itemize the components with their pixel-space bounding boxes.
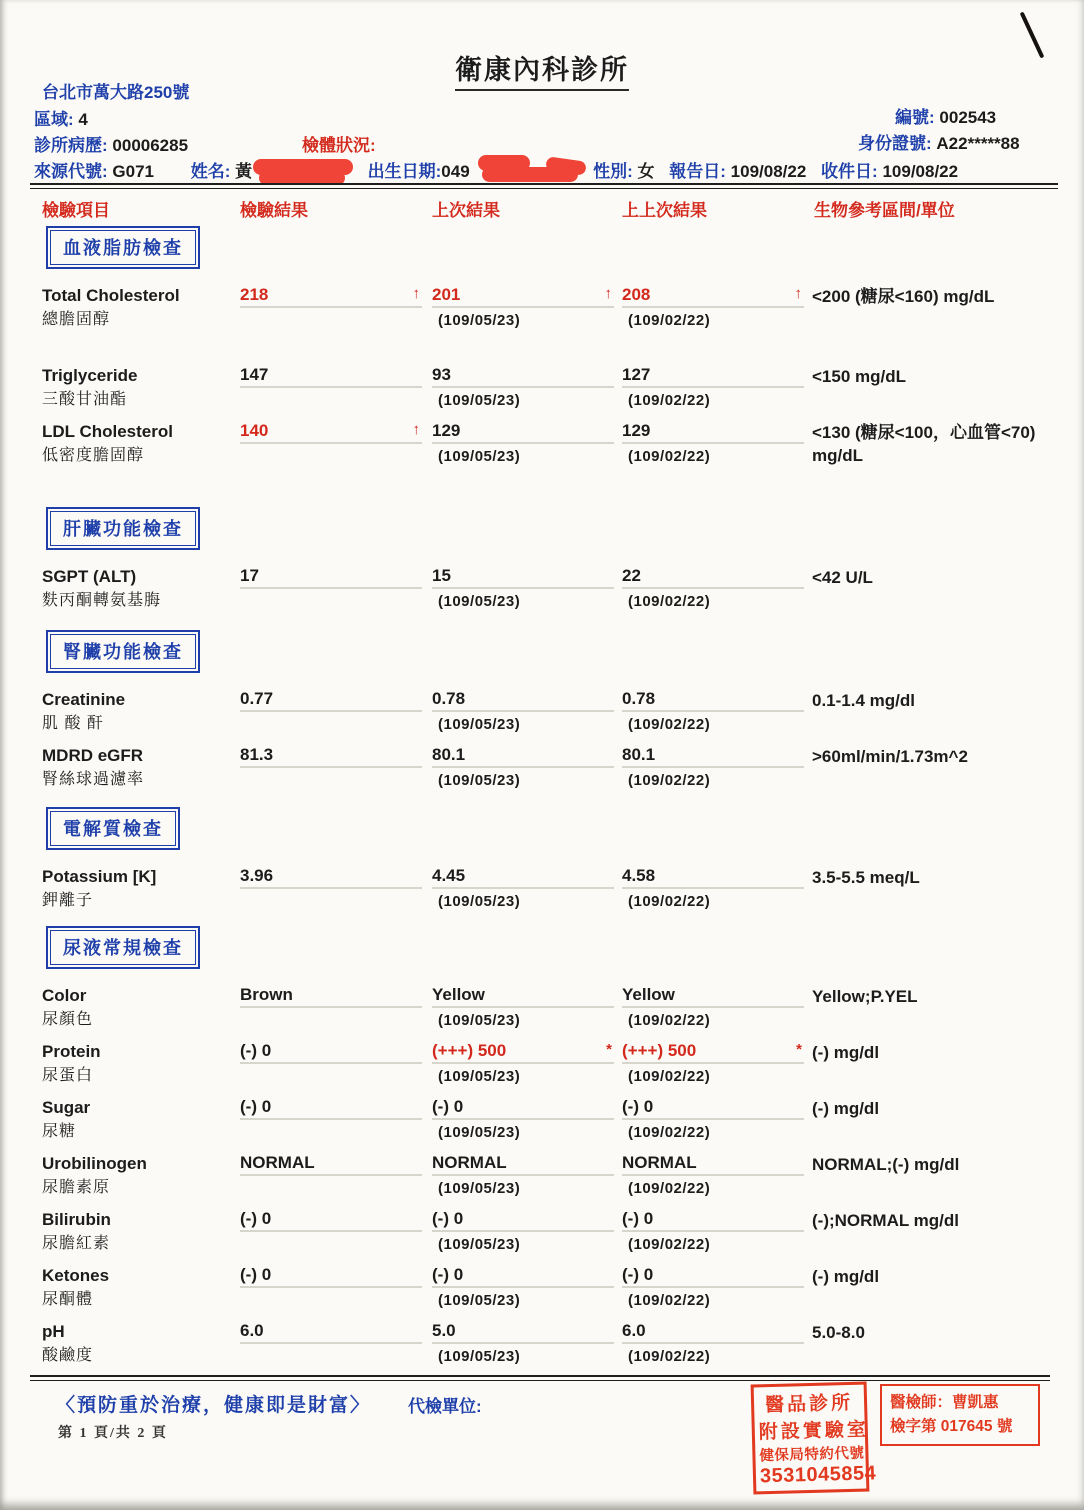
- prev2-date: (109/02/22): [628, 716, 711, 733]
- test-name-en: SGPT (ALT): [42, 567, 137, 586]
- prev-date: (109/05/23): [438, 1236, 521, 1253]
- specimen-status-label: 檢體狀況:: [302, 136, 376, 155]
- prev2-date: (109/02/22): [628, 1236, 711, 1253]
- dob-redaction: [484, 161, 588, 185]
- test-name-zh: 肌 酸 酐: [42, 715, 104, 732]
- prev-date: (109/05/23): [438, 312, 521, 329]
- test-name-en: Bilirubin: [42, 1210, 111, 1229]
- prev2-value: 80.1: [622, 745, 656, 764]
- prev2-value: 4.58: [622, 866, 656, 885]
- lab-result-row: [0, 1209, 1084, 1265]
- reference-range: Yellow;P.YEL: [812, 987, 918, 1006]
- prev-flag-icon: ↑: [604, 285, 612, 302]
- col-result: 檢驗結果: [240, 201, 308, 220]
- prev2-date: (109/02/22): [628, 448, 711, 465]
- lab-result-row: [0, 1265, 1084, 1321]
- current-value: 140: [240, 421, 269, 440]
- reference-range: >60ml/min/1.73m^2: [812, 747, 968, 766]
- patient-line: 來源代號: G071 姓名: 黃 出生日期:049 性別: 女 報告日: 109/08/22 收件日: 109/08/22: [34, 157, 968, 185]
- lab-result-row: [0, 985, 1084, 1041]
- col-reference: 生物參考區間/單位: [814, 201, 955, 220]
- clinic-address: 台北市萬大路250號: [42, 83, 190, 102]
- prev2-flag-icon: ↑: [794, 285, 802, 302]
- prev2-value: 22: [622, 566, 641, 585]
- clinic-title: 衛康內科診所: [455, 48, 629, 91]
- prev2-date: (109/02/22): [628, 593, 711, 610]
- reference-range: 5.0-8.0: [812, 1323, 865, 1342]
- col-test-item: 檢驗項目: [42, 201, 110, 220]
- header-divider: [30, 183, 1058, 189]
- prev-value: (-) 0: [432, 1209, 464, 1228]
- lab-result-row: [0, 365, 1084, 421]
- footer-slogan: 〈預防重於治療，健康即是財富〉: [56, 1395, 372, 1416]
- test-name-zh: 尿酮體: [42, 1291, 94, 1308]
- prev2-value: 6.0: [622, 1321, 646, 1340]
- prev2-date: (109/02/22): [628, 1012, 711, 1029]
- current-flag-icon: ↑: [412, 285, 420, 302]
- prev-date: (109/05/23): [438, 593, 521, 610]
- section-0: [0, 226, 1084, 477]
- section-title: 肝臟功能檢查: [50, 511, 196, 546]
- test-name-en: Protein: [42, 1042, 101, 1061]
- prev-value: 129: [432, 421, 461, 440]
- current-value: 0.77: [240, 689, 274, 708]
- lab-result-row: [0, 745, 1084, 801]
- test-name-zh: 麩丙酮轉氨基脢: [42, 592, 162, 609]
- test-name-zh: 尿糖: [42, 1123, 77, 1140]
- test-name-zh: 尿膽素原: [42, 1179, 111, 1196]
- lab-result-row: [0, 285, 1084, 341]
- prev2-value: 129: [622, 421, 651, 440]
- section-title-box: [46, 807, 180, 850]
- prev2-date: (109/02/22): [628, 893, 711, 910]
- prev-value: 5.0: [432, 1321, 456, 1340]
- prev2-date: (109/02/22): [628, 1068, 711, 1085]
- test-name-en: Potassium [K]: [42, 867, 157, 886]
- prev-value: 201: [432, 285, 461, 304]
- section-title: 電解質檢查: [50, 811, 176, 846]
- prev-date: (109/05/23): [438, 1124, 521, 1141]
- page-number: 第 1 頁/共 2 頁: [58, 1426, 168, 1441]
- prev-value: NORMAL: [432, 1153, 507, 1172]
- prev2-value: (-) 0: [622, 1265, 654, 1284]
- lab-result-row: [0, 566, 1084, 622]
- prev-value: (+++) 500: [432, 1041, 507, 1060]
- current-value: (-) 0: [240, 1209, 272, 1228]
- prev2-value: 0.78: [622, 689, 656, 708]
- reference-range: 3.5-5.5 meq/L: [812, 868, 920, 887]
- agency-label: 代檢單位:: [408, 1397, 482, 1416]
- lab-result-row: [0, 689, 1084, 745]
- reference-range: <42 U/L: [812, 568, 873, 587]
- section-title-box: [46, 926, 200, 969]
- reference-range: 0.1-1.4 mg/dl: [812, 691, 915, 710]
- prev-date: (109/05/23): [438, 772, 521, 789]
- column-headers: [0, 196, 1084, 224]
- prev-value: 15: [432, 566, 451, 585]
- reference-range: NORMAL;(-) mg/dl: [812, 1155, 960, 1174]
- lab-result-row: [0, 1153, 1084, 1209]
- prev2-value: (-) 0: [622, 1097, 654, 1116]
- prev2-flag-icon: *: [796, 1041, 802, 1058]
- prev-flag-icon: *: [606, 1041, 612, 1058]
- section-1: [0, 507, 1084, 622]
- current-value: 3.96: [240, 866, 274, 885]
- test-name-en: LDL Cholesterol: [42, 422, 173, 441]
- prev-date: (109/05/23): [438, 1180, 521, 1197]
- section-title-box: [46, 507, 200, 550]
- current-value: (-) 0: [240, 1041, 272, 1060]
- prev-date: (109/05/23): [438, 716, 521, 733]
- current-value: 81.3: [240, 745, 274, 764]
- prev2-value: Yellow: [622, 985, 675, 1004]
- prev-date: (109/05/23): [438, 1068, 521, 1085]
- test-name-en: Color: [42, 986, 87, 1005]
- prev-date: (109/05/23): [438, 1292, 521, 1309]
- prev-date: (109/05/23): [438, 893, 521, 910]
- section-title: 腎臟功能檢查: [50, 634, 196, 669]
- prev-value: 0.78: [432, 689, 466, 708]
- test-name-en: Triglyceride: [42, 366, 138, 385]
- current-value: (-) 0: [240, 1265, 272, 1284]
- section-3: [0, 807, 1084, 922]
- prev2-value: (+++) 500: [622, 1041, 697, 1060]
- lab-result-row: [0, 866, 1084, 922]
- col-prev: 上次結果: [432, 201, 500, 220]
- area-field: 區域: 4: [34, 110, 88, 129]
- section-title-box: [46, 630, 200, 673]
- prev2-value: (-) 0: [622, 1209, 654, 1228]
- reference-range: <130 (糖尿<100，心血管<70) mg/dL: [812, 423, 1036, 465]
- test-name-zh: 尿蛋白: [42, 1067, 94, 1084]
- section-title-box: [46, 226, 200, 269]
- reference-range: (-) mg/dl: [812, 1099, 880, 1118]
- prev-value: (-) 0: [432, 1265, 464, 1284]
- chart-number-field: 診所病歷: 00006285: [34, 136, 189, 155]
- name-redaction: [267, 161, 363, 185]
- current-value: 6.0: [240, 1321, 264, 1340]
- prev2-date: (109/02/22): [628, 772, 711, 789]
- lab-result-row: [0, 421, 1084, 477]
- prev-date: (109/05/23): [438, 1348, 521, 1365]
- prev-value: (-) 0: [432, 1097, 464, 1116]
- results-table: [0, 226, 1084, 1377]
- section-title: 尿液常規檢查: [50, 930, 196, 965]
- test-name-en: MDRD eGFR: [42, 746, 144, 765]
- current-value: NORMAL: [240, 1153, 315, 1172]
- prev-value: 80.1: [432, 745, 466, 764]
- test-name-zh: 尿顏色: [42, 1011, 94, 1028]
- reference-range: (-) mg/dl: [812, 1043, 880, 1062]
- lab-result-row: [0, 1321, 1084, 1377]
- reference-range: <150 mg/dL: [812, 367, 907, 386]
- reference-range: (-);NORMAL mg/dl: [812, 1211, 959, 1230]
- lab-seal-stamp: 醫品診所 附設實驗室 健保局特約代號 3531045854: [751, 1382, 870, 1495]
- prev-value: Yellow: [432, 985, 485, 1004]
- prev2-value: NORMAL: [622, 1153, 697, 1172]
- test-name-en: Total Cholesterol: [42, 286, 180, 305]
- section-2: [0, 630, 1084, 801]
- prev2-date: (109/02/22): [628, 1180, 711, 1197]
- current-value: 218: [240, 285, 269, 304]
- test-name-zh: 腎絲球過濾率: [42, 771, 145, 788]
- test-name-zh: 三酸甘油酯: [42, 391, 128, 408]
- test-name-zh: 尿膽紅素: [42, 1235, 111, 1252]
- current-flag-icon: ↑: [412, 421, 420, 438]
- footer-divider: [30, 1375, 1050, 1381]
- lab-result-row: [0, 1041, 1084, 1097]
- prev-date: (109/05/23): [438, 392, 521, 409]
- current-value: Brown: [240, 985, 293, 1004]
- test-name-en: Sugar: [42, 1098, 91, 1117]
- test-name-en: Ketones: [42, 1266, 110, 1285]
- prev-value: 93: [432, 365, 451, 384]
- col-prev2: 上上次結果: [622, 201, 707, 220]
- section-4: [0, 926, 1084, 1377]
- prev-date: (109/05/23): [438, 448, 521, 465]
- prev2-date: (109/02/22): [628, 1348, 711, 1365]
- prev-date: (109/05/23): [438, 1012, 521, 1029]
- lab-result-row: [0, 1097, 1084, 1153]
- examiner-stamp: 醫檢師：曹凱惠 檢字第 017645 號: [880, 1384, 1040, 1446]
- serial-field: 編號: 002543: [895, 108, 997, 127]
- prev2-date: (109/02/22): [628, 1124, 711, 1141]
- reference-range: <200 (糖尿<160) mg/dL: [812, 287, 995, 306]
- current-value: (-) 0: [240, 1097, 272, 1116]
- test-name-zh: 總膽固醇: [42, 311, 111, 328]
- prev2-value: 127: [622, 365, 651, 384]
- current-value: 17: [240, 566, 259, 585]
- test-name-en: Urobilinogen: [42, 1154, 147, 1173]
- prev2-value: 208: [622, 285, 651, 304]
- reference-range: (-) mg/dl: [812, 1267, 880, 1286]
- prev2-date: (109/02/22): [628, 312, 711, 329]
- prev2-date: (109/02/22): [628, 1292, 711, 1309]
- pen-mark: [1020, 11, 1045, 58]
- current-value: 147: [240, 365, 269, 384]
- test-name-en: Creatinine: [42, 690, 126, 709]
- id-number-field: 身份證號: A22*****88: [858, 134, 1020, 153]
- prev2-date: (109/02/22): [628, 392, 711, 409]
- test-name-zh: 鉀離子: [42, 892, 94, 909]
- prev-value: 4.45: [432, 866, 466, 885]
- section-title: 血液脂肪檢查: [50, 230, 196, 265]
- test-name-zh: 低密度膽固醇: [42, 447, 145, 464]
- test-name-zh: 酸鹼度: [42, 1347, 94, 1364]
- test-name-en: pH: [42, 1322, 65, 1341]
